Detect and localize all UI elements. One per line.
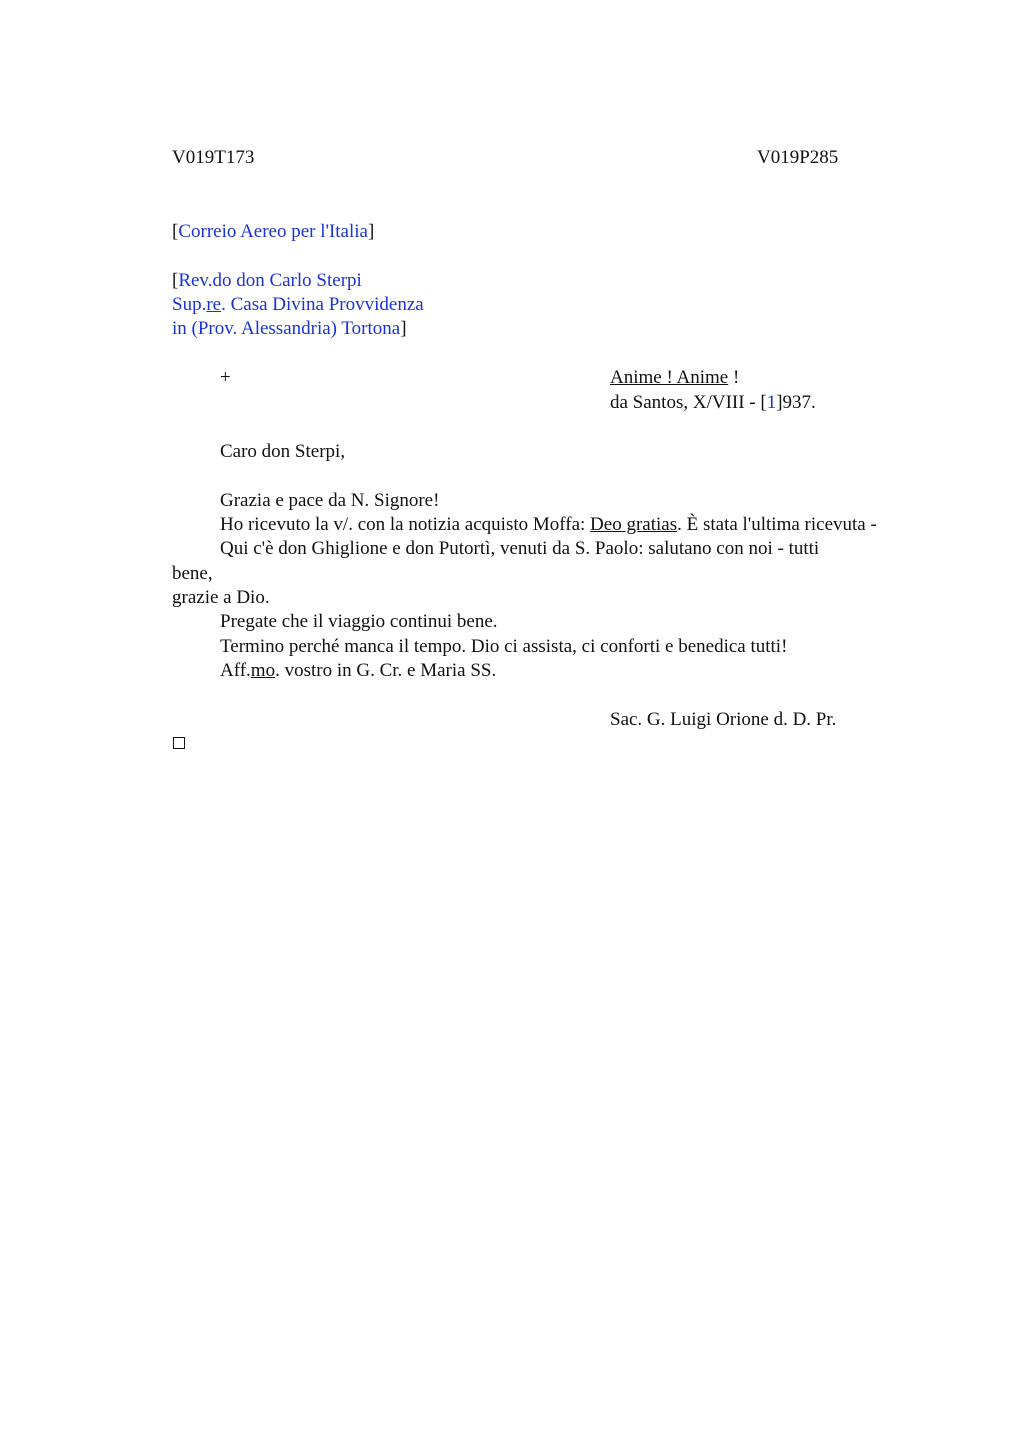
motto: Anime ! Anime ! <box>610 367 740 388</box>
address-line-2: Sup.re. Casa Divina Provvidenza <box>172 294 424 315</box>
address-line-3: in (Prov. Alessandria) Tortona] <box>172 318 407 339</box>
body-line-2: Ho ricevuto la v/. con la notizia acquisto Moffa: Deo gratias. È stata l'ultima ricevuta - <box>220 514 877 535</box>
airmail-note: [Correio Aereo per l'Italia] <box>172 221 375 242</box>
address-line-1: [Rev.do don Carlo Sterpi <box>172 270 362 291</box>
greeting: Caro don Sterpi, <box>220 441 346 462</box>
document-code-left: V019T173 <box>172 147 255 168</box>
signature: Sac. G. Luigi Orione d. D. Pr. <box>610 709 837 730</box>
checkbox-square-icon <box>173 737 185 749</box>
dateline: da Santos, X/VIII - [1]937. <box>610 392 816 413</box>
body-line-1: Grazia e pace da N. Signore! <box>220 490 440 511</box>
body-line-3-continued-2: grazie a Dio. <box>172 587 270 608</box>
body-line-3: Qui c'è don Ghiglione e don Putortì, venuti da S. Paolo: salutano con noi - tutti <box>220 538 820 559</box>
body-line-3-continued: bene, <box>172 563 213 584</box>
body-line-4: Pregate che il viaggio continui bene. <box>220 611 498 632</box>
document-code-right: V019P285 <box>757 147 839 168</box>
body-line-5: Termino perché manca il tempo. Dio ci assista, ci conforti e benedica tutti! <box>220 636 788 657</box>
cross-mark: + <box>220 367 231 388</box>
closing-line: Aff.mo. vostro in G. Cr. e Maria SS. <box>220 660 497 681</box>
